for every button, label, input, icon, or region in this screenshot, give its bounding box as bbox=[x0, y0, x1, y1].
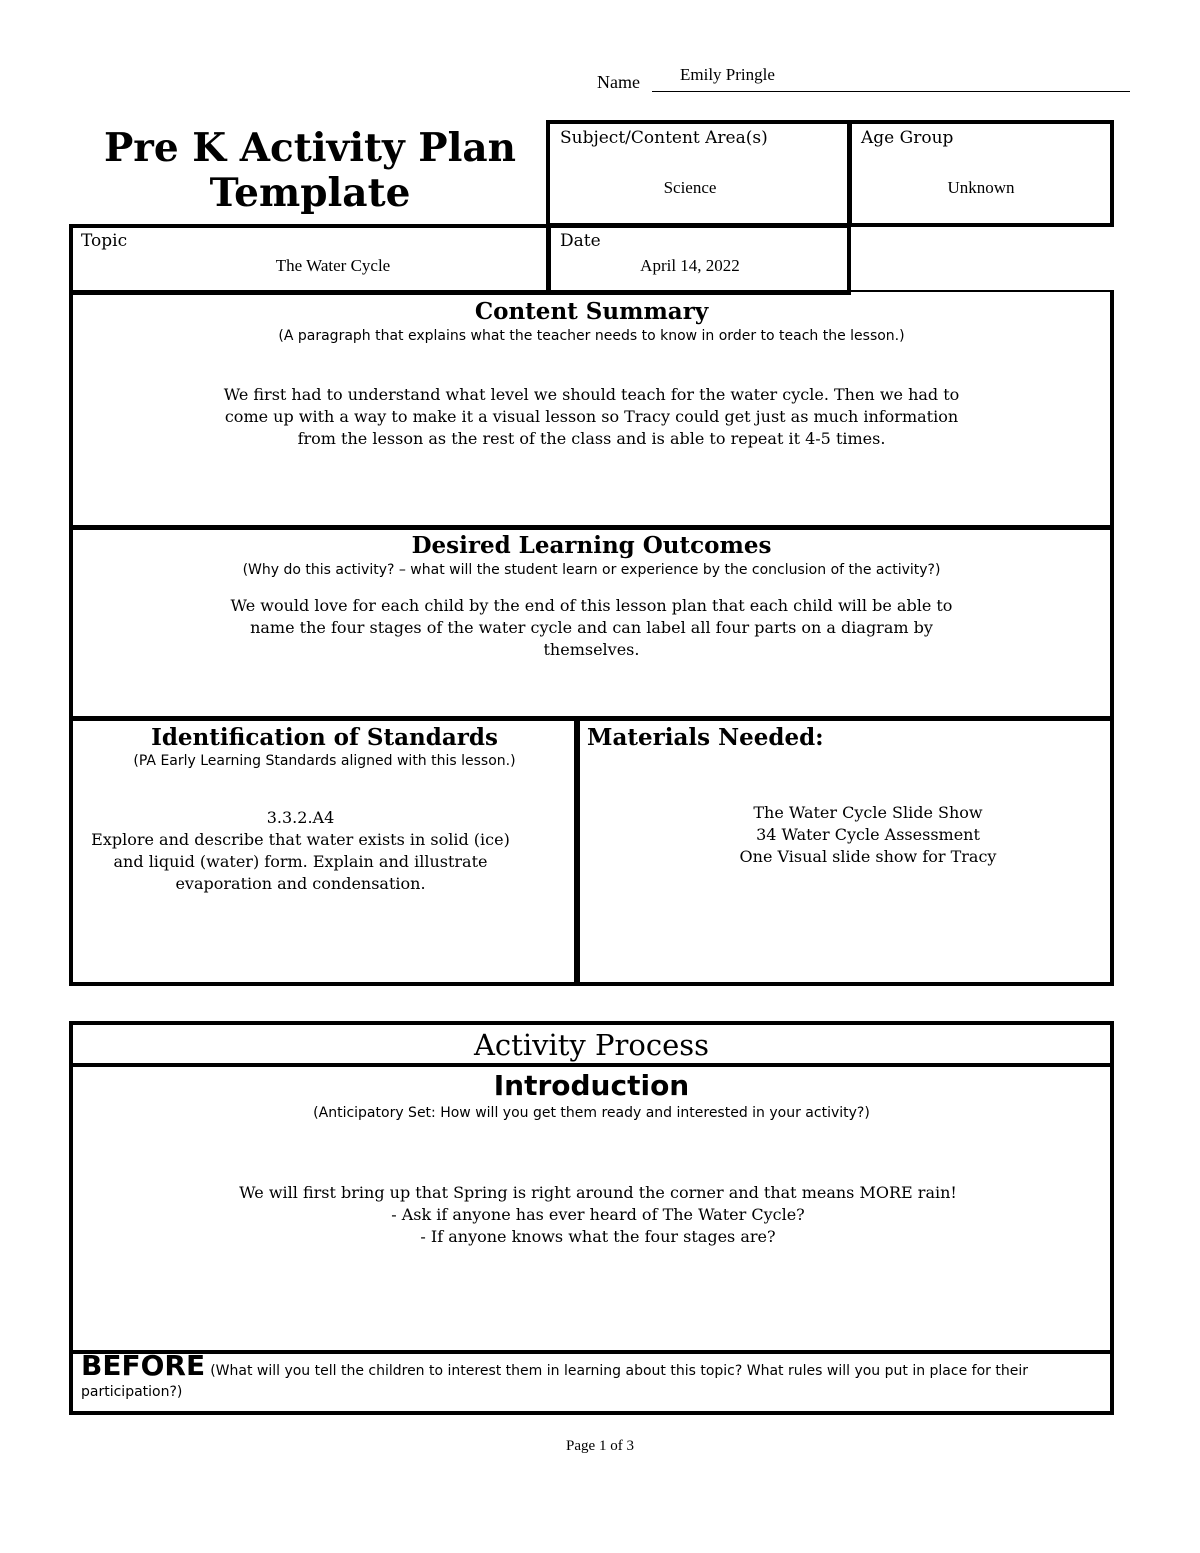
content-summary-subheading: (A paragraph that explains what the teacher needs to know in order to teach the lesson.) bbox=[278, 328, 905, 344]
page-title-line2: Template bbox=[209, 170, 411, 216]
content-summary-box bbox=[69, 290, 1114, 530]
standards-line: Explore and describe that water exists in solid (ice) bbox=[91, 830, 510, 849]
subject-value: Science bbox=[663, 178, 717, 197]
introduction-text bbox=[73, 1182, 1123, 1248]
standards-box bbox=[69, 716, 580, 986]
before-text-line2: participation?) bbox=[81, 1384, 183, 1400]
introduction-box bbox=[69, 1063, 1114, 1354]
content-summary-line: come up with a way to make it a visual lesson so Tracy could get just as much information bbox=[224, 407, 959, 426]
materials-item: One Visual slide show for Tracy bbox=[739, 847, 997, 866]
before-label: BEFORE bbox=[81, 1349, 206, 1382]
age-group-value: Unknown bbox=[947, 178, 1015, 197]
learning-outcomes-heading: Desired Learning Outcomes bbox=[411, 532, 772, 559]
learning-outcomes-line: name the four stages of the water cycle and can label all four parts on a diagram by bbox=[250, 618, 933, 637]
date-label: Date bbox=[560, 231, 601, 251]
standards-heading: Identification of Standards bbox=[151, 724, 498, 751]
standards-line: and liquid (water) form. Explain and illustrate bbox=[113, 852, 488, 871]
learning-outcomes-box bbox=[69, 525, 1114, 721]
materials-box bbox=[574, 716, 1114, 986]
introduction-subheading: (Anticipatory Set: How will you get them ready and interested in your activity?) bbox=[313, 1105, 870, 1121]
content-summary-text bbox=[73, 384, 1110, 450]
subject-box bbox=[546, 120, 851, 227]
before-text-line1: (What will you tell the children to interest them in learning about this topic? What rules will you put in place for their bbox=[210, 1363, 1028, 1379]
introduction-line: We will first bring up that Spring is right around the corner and that means MORE rain! bbox=[239, 1183, 957, 1202]
standards-line: evaporation and condensation. bbox=[175, 874, 426, 893]
name-value: Emily Pringle bbox=[680, 65, 775, 84]
page-title bbox=[70, 126, 550, 216]
topic-box bbox=[69, 224, 551, 295]
content-summary-heading: Content Summary bbox=[474, 298, 709, 325]
standards-subheading: (PA Early Learning Standards aligned with this lesson.) bbox=[133, 753, 516, 769]
age-group-label: Age Group bbox=[861, 128, 954, 148]
date-box bbox=[546, 224, 851, 295]
page-number: Page 1 of 3 bbox=[566, 1438, 634, 1454]
materials-list bbox=[578, 802, 1158, 868]
topic-value: The Water Cycle bbox=[275, 256, 391, 275]
learning-outcomes-text bbox=[73, 595, 1110, 661]
introduction-heading: Introduction bbox=[493, 1069, 690, 1102]
before-content bbox=[81, 1349, 1101, 1402]
topic-label: Topic bbox=[81, 231, 128, 251]
age-group-box bbox=[848, 120, 1114, 227]
page-title-line1: Pre K Activity Plan bbox=[103, 125, 517, 171]
materials-heading: Materials Needed: bbox=[587, 724, 824, 751]
content-summary-line: We first had to understand what level we should teach for the water cycle. Then we had to bbox=[223, 385, 960, 404]
content-summary-line: from the lesson as the rest of the class and is able to repeat it 4-5 times. bbox=[297, 429, 886, 448]
introduction-line: - Ask if anyone has ever heard of The Water Cycle? bbox=[391, 1205, 805, 1224]
name-label: Name bbox=[597, 72, 640, 92]
standards-text bbox=[73, 807, 528, 895]
activity-process-box bbox=[69, 1021, 1114, 1067]
learning-outcomes-line: themselves. bbox=[543, 640, 640, 659]
date-value: April 14, 2022 bbox=[640, 256, 740, 275]
introduction-line: - If anyone knows what the four stages are? bbox=[420, 1227, 776, 1246]
materials-item: 34 Water Cycle Assessment bbox=[756, 825, 980, 844]
learning-outcomes-line: We would love for each child by the end of this lesson plan that each child will be able to bbox=[230, 596, 953, 615]
standards-code: 3.3.2.A4 bbox=[266, 808, 335, 827]
before-box bbox=[69, 1350, 1114, 1415]
name-underline bbox=[652, 91, 1130, 92]
subject-label: Subject/Content Area(s) bbox=[560, 128, 768, 148]
materials-item: The Water Cycle Slide Show bbox=[753, 803, 983, 822]
activity-process-heading: Activity Process bbox=[473, 1028, 710, 1062]
learning-outcomes-subheading: (Why do this activity? – what will the student learn or experience by the conclusion of the activity?) bbox=[242, 562, 941, 578]
